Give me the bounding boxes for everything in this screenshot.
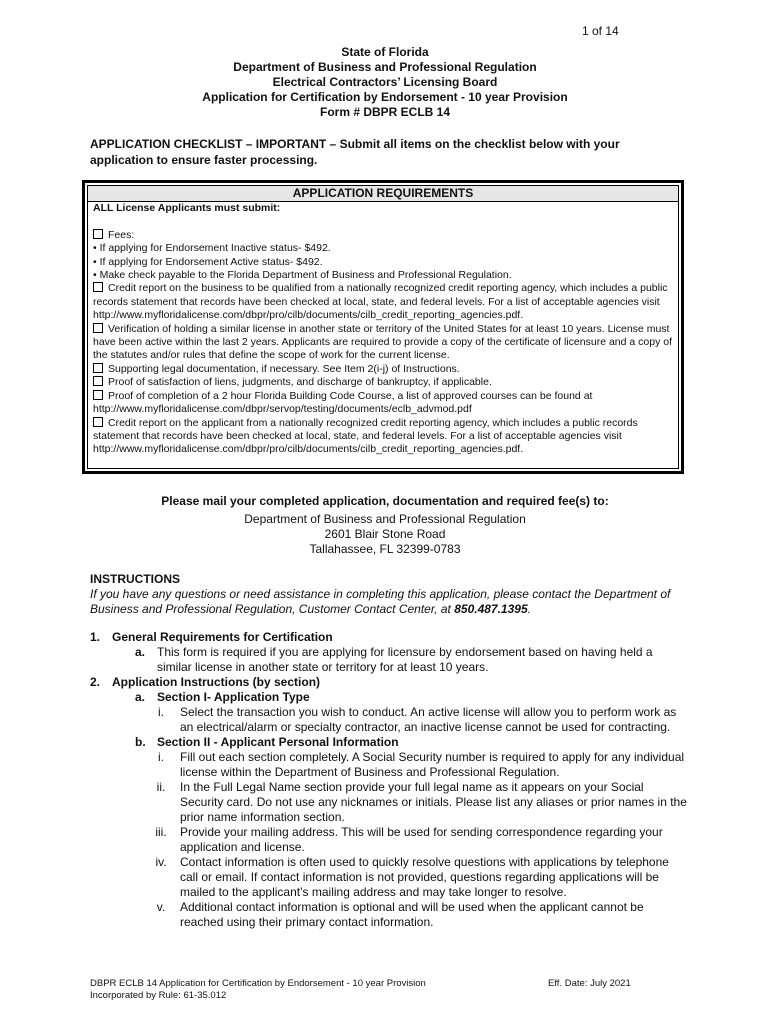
checkbox-icon[interactable] <box>93 390 103 400</box>
mail-address-line: Department of Business and Professional Regulation <box>244 512 526 526</box>
requirement-item: Proof of satisfaction of liens, judgments, and discharge of bankruptcy, if applicable. <box>93 376 681 389</box>
footer-form-title: DBPR ECLB 14 Application for Certification by Endorsement - 10 year Provision <box>90 978 426 989</box>
list-item: i. Fill out each section completely. A Social Security number is required to apply for any individual license within the Department of Business and Professional Regulation. <box>158 750 685 779</box>
list-item: i. Select the transaction you wish to conduct. An active license will allow you to perform work as an electrical/alarm or specialty contractor, an inactive license cannot be used for contracting. <box>158 705 677 734</box>
checkbox-icon[interactable] <box>93 376 103 386</box>
list-item: iii. Provide your mailing address. This will be used for sending correspondence regarding your application and license. <box>155 825 663 854</box>
footer-effective-date: Eff. Date: July 2021 <box>548 978 631 989</box>
instructions-block <box>90 572 690 617</box>
instructions-text: If you have any questions or need assistance in completing this application, please contact the Department of Business and Professional Regulation, Customer Contact Center, at 850.487.1395. <box>90 587 671 616</box>
mailing-block <box>0 494 770 557</box>
checkbox-icon[interactable] <box>93 417 103 427</box>
mail-address-line: Tallahassee, FL 32399-0783 <box>309 542 461 556</box>
subsection-heading: a. Section I- Application Type <box>135 690 310 704</box>
subsection-heading: b. Section II - Applicant Personal Information <box>135 735 399 749</box>
requirement-item: Credit report on the applicant from a nationally recognized credit reporting agency, which includes a public records statement that records have been checked at local, state, and federal levels. For a list of acceptable agencies visit http://www.myfloridalicense.com/dbpr/pro/cilb/documents/cilb_credit_reporting_agencies.pdf. <box>93 416 638 456</box>
page-number: 1 of 14 <box>582 24 619 38</box>
checkbox-icon[interactable] <box>93 282 103 292</box>
list-item: a. This form is required if you are applying for licensure by endorsement based on having held a similar license in another state or territory for at least 10 years. <box>135 645 653 674</box>
checkbox-icon[interactable] <box>93 363 103 373</box>
mail-address-line: 2601 Blair Stone Road <box>324 527 446 541</box>
header-line: Form # DBPR ECLB 14 <box>319 105 451 119</box>
instructions-list <box>90 630 690 930</box>
header-line: Electrical Contractors’ Licensing Board <box>272 75 498 89</box>
checkbox-icon[interactable] <box>93 323 103 333</box>
requirements-subtitle: ALL License Applicants must submit: <box>93 202 281 214</box>
requirement-item: Supporting legal documentation, if necessary. See Item 2(i-j) of Instructions. <box>93 363 681 376</box>
footer-left <box>90 978 426 1002</box>
requirement-item: Proof of completion of a 2 hour Florida Building Code Course, a list of approved courses can be found at http://www.myfloridalicense.com/dbpr/servop/testing/documents/eclb_advmod.pdf <box>93 389 593 416</box>
checklist-intro: APPLICATION CHECKLIST – IMPORTANT – Submit all items on the checklist below with your application to ensure faster processing. <box>90 137 620 167</box>
instructions-heading: INSTRUCTIONS <box>90 572 180 586</box>
list-item: ii. In the Full Legal Name section provide your full legal name as it appears on your Social Security card. Do not use any nicknames or initials. Please list any aliases or prior names in the prior name information section. <box>156 780 687 824</box>
list-item: v. Additional contact information is optional and will be used when the applicant cannot be reached using their primary contact information. <box>156 900 644 929</box>
requirements-box <box>82 180 684 474</box>
form-header <box>0 45 770 120</box>
requirements-body <box>93 204 681 457</box>
fee-bullet: • If applying for Endorsement Inactive status- $492. <box>93 242 331 255</box>
requirement-item: Verification of holding a similar license in another state or territory of the United States for at least 10 years. License must have been active within the last 2 years. Applicants are required to provide a copy of the certificate of licensure and a copy of the statutes and/or rules that define the scope of work for the current license. <box>93 322 673 362</box>
fees-label: Fees: <box>108 228 135 241</box>
footer-rule: Incorporated by Rule: 61-35.012 <box>90 990 227 1001</box>
requirement-item: Credit report on the business to be qualified from a nationally recognized credit reporting agency, which includes a public records statement that records have been checked at local, state, and federal levels. For a list of acceptable agencies visit http://www.myfloridalicense.com/dbpr/pro/cilb/documents/cilb_credit_reporting_agencies.pdf. <box>93 282 668 322</box>
section-heading: 2. Application Instructions (by section) <box>90 675 321 689</box>
fee-bullet: • If applying for Endorsement Active status- $492. <box>93 255 323 268</box>
list-item: iv. Contact information is often used to quickly resolve questions with applications by telephone call or email. If contact information is not provided, questions regarding applications will be mailed to the applicant’s mailing address and may take longer to resolve. <box>155 855 669 899</box>
contact-phone: 850.487.1395 <box>454 602 528 616</box>
fee-bullet: • Make check payable to the Florida Department of Business and Professional Regulation. <box>93 269 512 282</box>
header-line: Department of Business and Professional Regulation <box>233 60 537 74</box>
requirements-title: APPLICATION REQUIREMENTS <box>88 186 678 202</box>
mail-heading: Please mail your completed application, documentation and required fee(s) to: <box>161 494 609 508</box>
header-line: Application for Certification by Endorsement - 10 year Provision <box>202 90 568 104</box>
header-line: State of Florida <box>341 45 429 59</box>
checkbox-icon[interactable] <box>93 229 103 239</box>
section-heading: 1. General Requirements for Certification <box>90 630 333 644</box>
